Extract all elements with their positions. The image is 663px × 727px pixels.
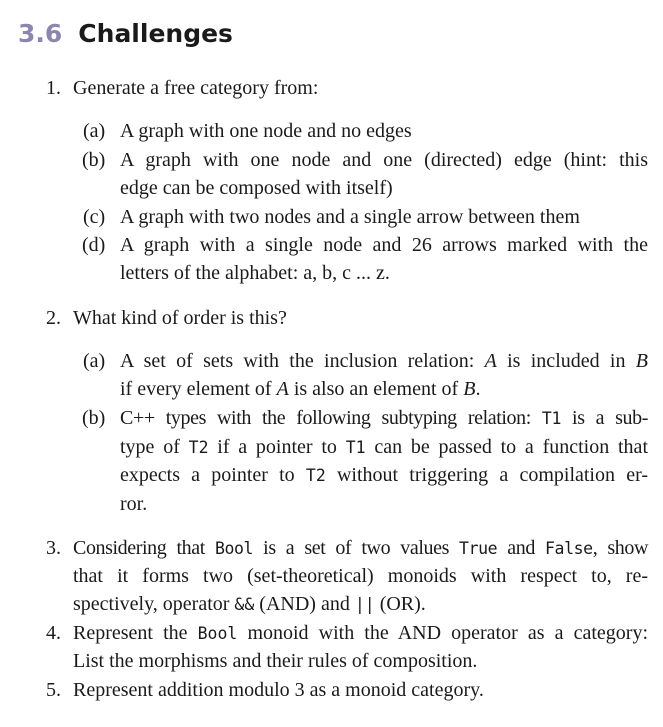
subitem-marker: (d)	[82, 234, 106, 256]
section-title: Challenges	[78, 19, 233, 48]
item-marker: 2.	[46, 307, 61, 329]
subitem-text-cont: ror.	[120, 493, 148, 515]
subitem-marker: (b)	[82, 407, 106, 429]
subitem-text-cont: if every element of A is also an element of B.	[120, 378, 481, 400]
subitem-marker: (b)	[82, 149, 106, 171]
subitem-text-cont: edge can be composed with itself)	[120, 177, 393, 199]
item-text-cont: that it forms two (set-theoretical) monoids with respect to, re-	[73, 565, 648, 587]
subitem-text: A graph with two nodes and a single arrow between them	[120, 206, 580, 228]
item-marker: 1.	[46, 77, 61, 99]
item-marker: 4.	[46, 622, 61, 644]
subitem-marker: (a)	[83, 350, 106, 372]
item-marker: 5.	[46, 679, 61, 701]
subitem-marker: (c)	[83, 206, 106, 228]
item-text-cont: spectively, operator && (AND) and || (OR).	[73, 593, 426, 615]
item-text: Represent addition modulo 3 as a monoid category.	[73, 679, 484, 701]
subitem-text: A set of sets with the inclusion relation: A is included in B	[120, 350, 648, 372]
item-text-cont: List the morphisms and their rules of composition.	[73, 650, 478, 672]
subitem-text-cont: expects a pointer to T2 without triggering a compilation er-	[120, 464, 648, 486]
item-text: Represent the Bool monoid with the AND operator as a category:	[73, 622, 648, 644]
subitem-text: A graph with a single node and 26 arrows marked with the	[120, 234, 648, 256]
section-heading	[18, 16, 233, 52]
subitem-text-cont: type of T2 if a pointer to T1 can be passed to a function that	[120, 436, 648, 458]
section-number: 3.6	[18, 19, 63, 48]
item-marker: 3.	[46, 537, 61, 559]
item-text: Generate a free category from:	[73, 77, 319, 99]
subitem-text-cont: letters of the alphabet: a, b, c ... z.	[120, 262, 390, 284]
item-text: Considering that Bool is a set of two values True and False, show	[73, 537, 648, 559]
subitem-marker: (a)	[83, 120, 106, 142]
subitem-text: A graph with one node and no edges	[120, 120, 412, 142]
subitem-text: C++ types with the following subtyping relation: T1 is a sub-	[120, 407, 648, 429]
item-text: What kind of order is this?	[73, 307, 287, 329]
subitem-text: A graph with one node and one (directed) edge (hint: this	[120, 149, 648, 171]
